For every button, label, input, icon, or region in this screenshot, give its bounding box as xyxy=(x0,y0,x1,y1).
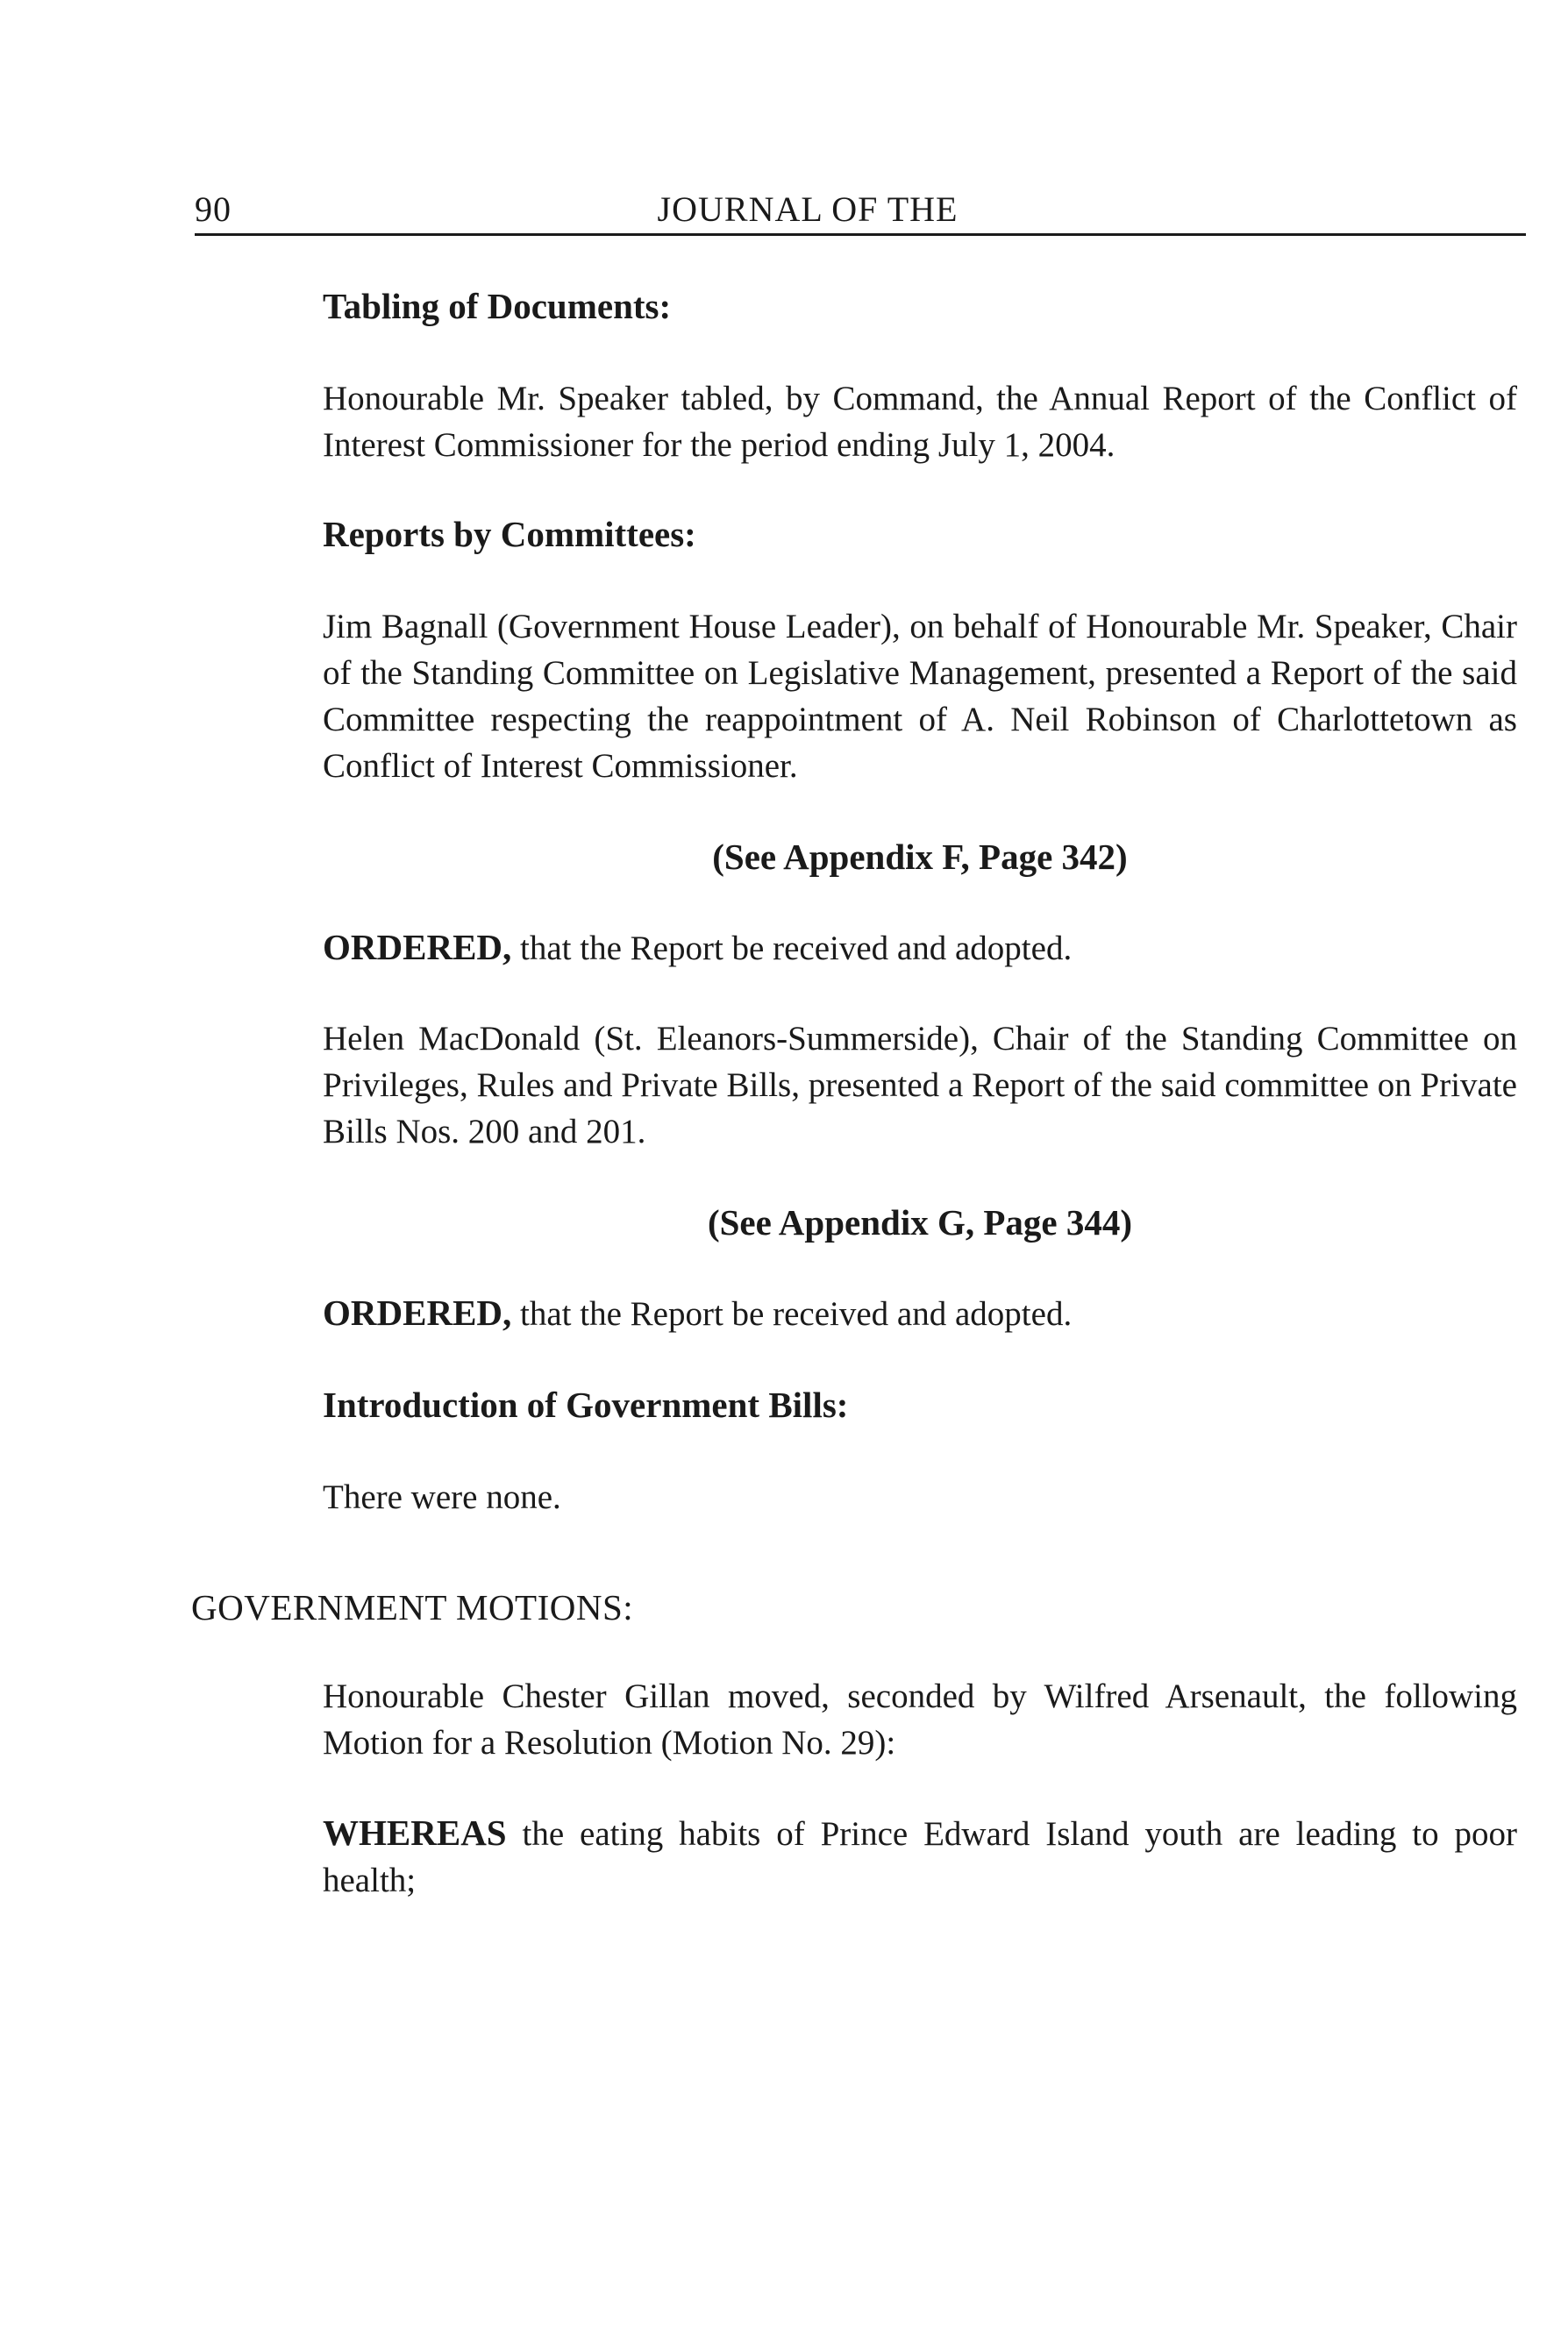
ordered-lead: ORDERED, xyxy=(323,1293,512,1333)
journal-title: JOURNAL OF THE xyxy=(657,189,959,229)
motion-block xyxy=(323,1673,1517,1904)
ordered-paragraph-2 xyxy=(323,1290,1517,1337)
appendix-reference-f: (See Appendix F, Page 342) xyxy=(712,837,1128,877)
government-bills-heading: Introduction of Government Bills: xyxy=(323,1385,849,1425)
ordered-text: that the Report be received and adopted. xyxy=(511,1295,1073,1333)
tabling-heading: Tabling of Documents: xyxy=(323,286,672,326)
appendix-reference-g: (See Appendix G, Page 344) xyxy=(707,1202,1133,1243)
government-motions-heading: GOVERNMENT MOTIONS: xyxy=(191,1587,634,1627)
government-bills-paragraph: There were none. xyxy=(323,1478,561,1516)
reports-heading: Reports by Committees: xyxy=(323,514,696,554)
whereas-paragraph xyxy=(323,1810,1517,1904)
tabling-paragraph: Honourable Mr. Speaker tabled, by Command, the Annual Report of the Conflict of Interest Commissioner for the period ending July 1, 2004. xyxy=(323,380,1517,464)
main-content xyxy=(323,282,1517,1521)
ordered-text: that the Report be received and adopted. xyxy=(511,929,1073,967)
whereas-lead: WHEREAS xyxy=(323,1813,507,1853)
report-paragraph-2: Helen MacDonald (St. Eleanors-Summerside), Chair of the Standing Committee on Privileges, Rules and Private Bills, presented a Report of the said committee on Private Bills Nos. 200 and 201. xyxy=(323,1020,1517,1150)
whereas-text: the eating habits of Prince Edward Island youth are leading to poor health; xyxy=(323,1815,1517,1899)
ordered-lead: ORDERED, xyxy=(323,927,512,967)
page-number: 90 xyxy=(195,189,232,229)
ordered-paragraph-1 xyxy=(323,924,1517,972)
motion-intro-paragraph: Honourable Chester Gillan moved, seconded by Wilfred Arsenault, the following Motion for a Resolution (Motion No. 29): xyxy=(323,1677,1517,1762)
running-header xyxy=(195,188,1526,236)
report-paragraph-1: Jim Bagnall (Government House Leader), on behalf of Honourable Mr. Speaker, Chair of the Standing Committee on Legislative Management, presented a Report of the said Committee respecting the reappointment of A. Neil Robinson of Charlottetown as Conflict of Interest Commissioner. xyxy=(323,608,1517,785)
